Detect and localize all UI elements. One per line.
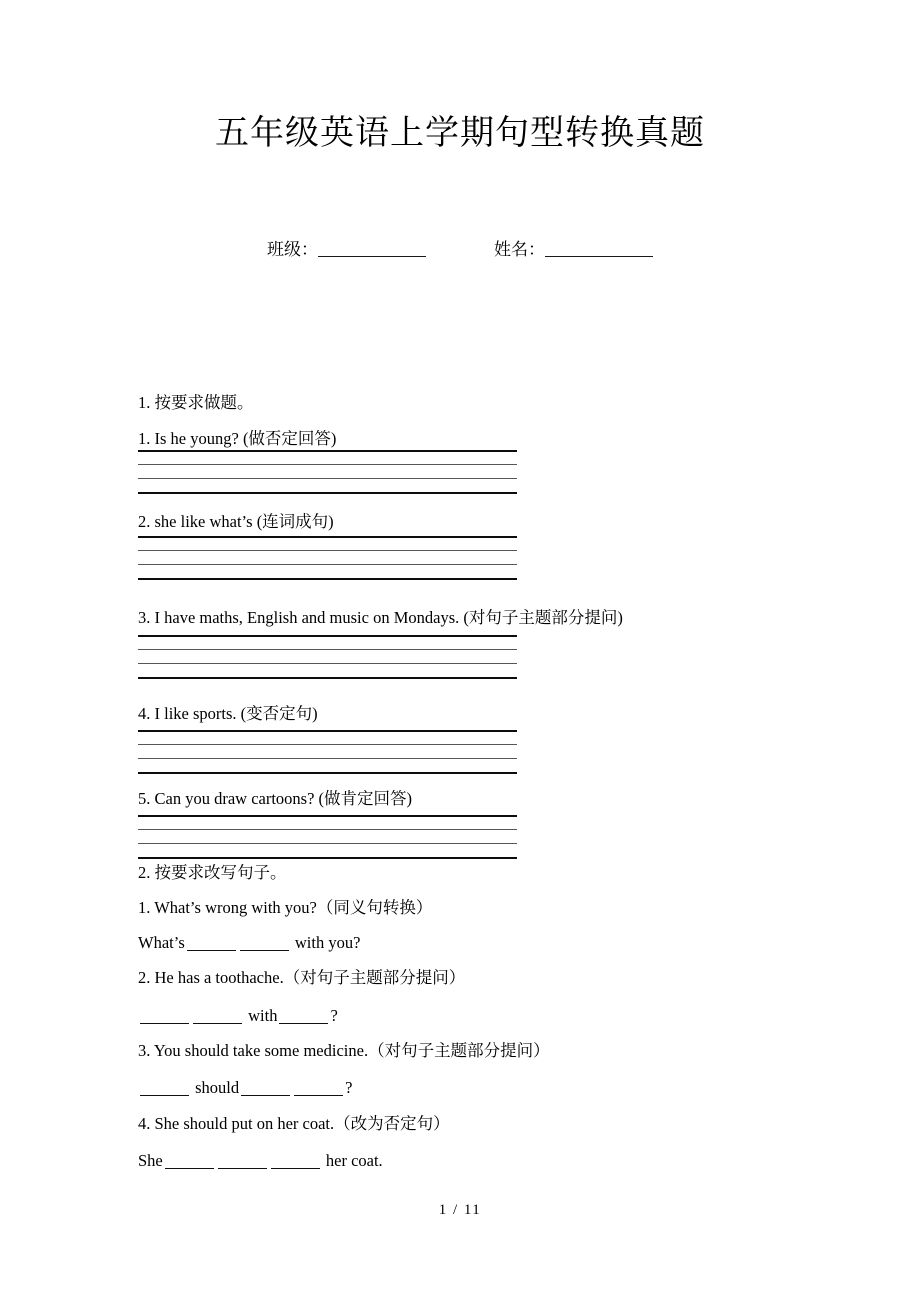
- name-blank[interactable]: [545, 240, 653, 257]
- name-field: [494, 238, 653, 262]
- page-number: 1 / 11: [438, 1202, 482, 1218]
- section-heading-2: 2. 按要求改写句子。: [138, 863, 287, 882]
- page-title: 五年级英语上学期句型转换真题: [215, 115, 705, 152]
- question-1-5: 5. Can you draw cartoons? (做肯定回答): [138, 789, 413, 808]
- answer-rule: [138, 744, 517, 745]
- answer-rule: [138, 478, 517, 479]
- answer-rules-1-2[interactable]: [138, 536, 517, 584]
- answer-blank[interactable]: [241, 1080, 290, 1096]
- answer-blank[interactable]: [218, 1153, 267, 1169]
- answer-line-2-3: [138, 1077, 352, 1099]
- answer-rules-1-5[interactable]: [138, 815, 517, 863]
- answer-rule: [138, 730, 517, 732]
- question-1-2: 2. she like what’s (连词成句): [138, 512, 334, 531]
- question-2-2: 2. He has a toothache.（对句子主题部分提问）: [138, 968, 466, 987]
- answer-blank[interactable]: [140, 1080, 189, 1096]
- answer-rules-1-1[interactable]: [138, 450, 517, 498]
- answer-rule: [138, 829, 517, 830]
- answer-blank[interactable]: [279, 1008, 328, 1024]
- section-heading-1: 1. 按要求做题。: [138, 393, 254, 412]
- class-blank[interactable]: [318, 240, 426, 257]
- answer-rule: [138, 464, 517, 465]
- name-label: 姓名：: [494, 240, 545, 259]
- answer-rule: [138, 550, 517, 551]
- answer-mid: with: [248, 1006, 278, 1025]
- question-2-1: 1. What’s wrong with you?（同义句转换）: [138, 898, 433, 917]
- identity-row: [0, 238, 920, 262]
- answer-suffix: ?: [345, 1078, 353, 1097]
- question-1-3: 3. I have maths, English and music on Mondays. (对句子主题部分提问): [138, 608, 623, 627]
- answer-rules-1-4[interactable]: [138, 730, 517, 778]
- answer-suffix: her coat.: [325, 1151, 383, 1170]
- question-2-4: 4. She should put on her coat.（改为否定句）: [138, 1114, 450, 1133]
- answer-line-2-4: [138, 1150, 383, 1172]
- answer-rule: [138, 578, 517, 580]
- answer-rule: [138, 635, 517, 637]
- answer-rule: [138, 492, 517, 494]
- answer-rule: [138, 677, 517, 679]
- answer-prefix: What’s: [138, 933, 185, 952]
- answer-blank[interactable]: [193, 1008, 242, 1024]
- answer-rule: [138, 649, 517, 650]
- answer-rule: [138, 815, 517, 817]
- answer-suffix: with you?: [294, 933, 361, 952]
- class-label: 班级：: [267, 240, 318, 259]
- answer-prefix: She: [138, 1151, 163, 1170]
- answer-blank[interactable]: [294, 1080, 343, 1096]
- answer-rule: [138, 772, 517, 774]
- answer-rule: [138, 663, 517, 664]
- answer-rule: [138, 536, 517, 538]
- answer-blank[interactable]: [140, 1008, 189, 1024]
- answer-mid: should: [195, 1078, 240, 1097]
- question-2-3: 3. You should take some medicine.（对句子主题部分提问）: [138, 1041, 550, 1060]
- answer-rule: [138, 857, 517, 859]
- question-1-1: 1. Is he young? (做否定回答): [138, 429, 337, 448]
- answer-rule: [138, 564, 517, 565]
- answer-line-2-1: [138, 932, 360, 954]
- question-1-4: 4. I like sports. (变否定句): [138, 704, 318, 723]
- answer-rule: [138, 450, 517, 452]
- class-field: [267, 238, 426, 262]
- answer-blank[interactable]: [240, 935, 289, 951]
- answer-blank[interactable]: [187, 935, 236, 951]
- answer-rule: [138, 758, 517, 759]
- answer-rules-1-3[interactable]: [138, 635, 517, 683]
- answer-blank[interactable]: [271, 1153, 320, 1169]
- answer-blank[interactable]: [165, 1153, 214, 1169]
- answer-line-2-2: [138, 1005, 338, 1027]
- answer-suffix: ?: [330, 1006, 338, 1025]
- answer-rule: [138, 843, 517, 844]
